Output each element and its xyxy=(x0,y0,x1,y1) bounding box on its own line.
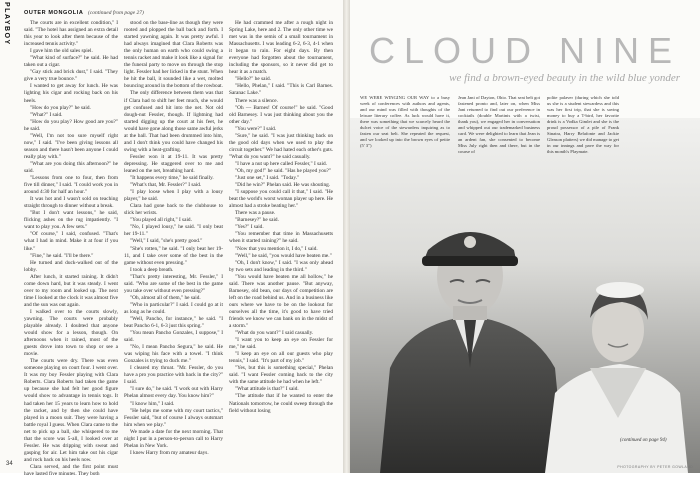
story-paragraph: "He helps me some with my court tactics," Fessler said, "but of course I always outsmart him when we play." xyxy=(124,407,223,428)
story-paragraph: I gave him the old sales spiel. xyxy=(30,48,93,55)
left-page xyxy=(0,0,343,477)
story-paragraph: Fessler won it at 19-11. It was pretty depressing. He staggered over to me and leaned on the net, breathing hard. xyxy=(124,153,223,174)
story-paragraph: "I sure do," he said. "I work out with Harry Phelan almost every day. You know him?" xyxy=(124,386,223,400)
story-paragraph: "What do you want?" I said casually. xyxy=(235,330,314,337)
story-paragraph: "Now that you mention it, I do," I said. xyxy=(235,245,318,252)
story-paragraph: "You were?" I said. xyxy=(235,125,277,132)
intro-column-2 xyxy=(458,95,540,155)
story-paragraph: I knew Harry from my amateur days. xyxy=(130,449,209,456)
continued-header xyxy=(24,10,144,16)
magazine-vertical-label xyxy=(1,2,11,62)
story-paragraph: "I know him," I said. xyxy=(130,400,175,407)
story-paragraph: "Oh, I don't know," I said. "I was only ahead by two sets and leading in the third." xyxy=(229,259,333,273)
story-paragraph: "You mean Pancho Gonzales, I suppose," I said. xyxy=(124,330,223,344)
photo-illustration xyxy=(350,118,700,473)
continued-on-note: (continued on page 94) xyxy=(620,438,667,443)
story-paragraph: Clara served, and the first point must have lasted five minutes. They both xyxy=(24,463,118,477)
story-paragraph: "You remember that time in Massachusetts when it started raining?" he said. xyxy=(229,231,333,245)
story-paragraph: "Barnesey?" he said. xyxy=(235,217,279,224)
page-number: 34 xyxy=(6,461,13,467)
story-paragraph: "But I don't want lessons," he said, flicking ashes on the rug impatiently. "I want to play you. A few sets." xyxy=(24,210,118,231)
story-paragraph: The courts were dry. There was even someone playing on court four. I went over. It was my boy Fessler playing with Clara Roberts. Clara Roberts had taken the game up because she had felt her good figure would show to advantage in tennis togs. It had taken her 15 years to learn how to hold the racket, and by then she could have played in a moon suit. They were having a battle royal I guess. When Clara came to the net to pick up a ball, she whispered to me that the score was 5-all, I looked over at Fessler. He was dripping with sweat and gasping for air. Let him take out his cigar and rock back on his heels now. xyxy=(24,358,118,463)
story-paragraph: "I suppose you could call it that," I said. "He beat the world's worst woman player up here. He almost had a stroke beating her." xyxy=(229,189,333,210)
pilot-stewardess-photo xyxy=(350,118,700,473)
intro-paragraph: polite palaver (during which she told us she is a student stewardess and this was her first trip, that she is saving money to buy a T-bird, her favorite drink is a Vodka Gimlet and she is the proud possessor of a pile of Frank Sinatra, Harry Belafonte and Jackie Gleason platters) we did manage to get in our innings and pave the way for this month's Playmate. xyxy=(547,95,619,154)
story-paragraph: There was a silence. xyxy=(235,97,278,104)
story-paragraph: "What attitude is that?" I said. xyxy=(235,386,299,393)
story-paragraph: "You would have beaten me all hollow," he said. There was another pause. "But anyway, Barnesey, old bean, our days of competition are left on the road behind us. And in a business like ours where we have to be on the lookout for ourselves all the time, it's good to have tried friends we know we can bank on in the midst of a storm." xyxy=(229,273,333,330)
story-paragraph: I took a deep breath. xyxy=(130,266,174,273)
story-paragraph: "Well," I said, "she's pretty good." xyxy=(130,238,203,245)
intro-column-1 xyxy=(360,95,450,155)
story-paragraph: "Well," he said, "you would have beaten me." xyxy=(235,252,332,259)
story-paragraph: After lunch, it started raining. It didn't come down hard, but it was steady. I went over to my room and looked up. The next time I looked at the clock it was almost five and the sun was out again. xyxy=(24,273,118,308)
story-paragraph: I walked over to the courts slowly, yawning. The courts were probably playable already. I doubted that anyone would show for a lesson, though. On afternoons when it rained, most of the guests drove into town to shop or see a movie. xyxy=(24,308,118,358)
story-paragraph: Clara had gone back to the clubhouse to slick her wrists. xyxy=(124,203,223,217)
story-paragraph: "Just one set," I said. "Today." xyxy=(235,175,300,182)
story-paragraph: "The attitude that if he wanted to enter the Nationals tomorrow, he could sweep through the field without losing xyxy=(229,393,333,414)
text-column-1 xyxy=(24,20,118,477)
text-column-2 xyxy=(124,20,223,460)
story-paragraph: "What?" I said. xyxy=(30,111,63,118)
story-paragraph: It was hot and I wasn't sold on teaching straight through to dinner without a break. xyxy=(24,196,118,210)
article-subtitle: we find a brown-eyed beauty in the wild blue yonder xyxy=(449,72,680,84)
story-paragraph: There was a pause. xyxy=(235,210,276,217)
story-paragraph: "What's that, Mr. Fessler?" I said. xyxy=(130,182,202,189)
story-paragraph: "Who in particular?" I said. I could go at it as long as he could. xyxy=(124,301,223,315)
story-paragraph: "Well, Pancho, for instance," he said. "I beat Pancho 6-1, 6-3 just this spring." xyxy=(124,315,223,330)
story-paragraph: "How do you play? How good are you?" he said. xyxy=(24,118,118,132)
story-paragraph: "Oh, my god!" he said. "Has he played you?" xyxy=(235,167,332,174)
story-paragraph: "I have a nut up here called Fessler," I said. xyxy=(235,160,327,167)
story-paragraph: "Well, I'm not too sure myself right now," I said. "I've been giving lessons all season and there hasn't been anyone I could really play with." xyxy=(24,132,118,160)
story-paragraph: "Hello, Phelan," I said. "This is Carl Barnes. Saranac Lake." xyxy=(229,83,333,97)
continued-from-note: (continued from page 27) xyxy=(87,10,144,16)
story-paragraph: "You played all right," I said. xyxy=(130,217,192,224)
story-paragraph: "Of course," I said, confused. "That's what I had in mind. Make it at four if you like." xyxy=(24,231,118,252)
intro-paragraph: Jean Jani of Dayton, Ohio. That seat belt got fastened pronto and, later on, when Miss Jani returned to find out our preference in cocktails (double Martinis with a twist, thank you), we engaged her in conversation and whipped out our trademarked business card. We were delighted to learn that Jean is an ardent fan, she consented to become Miss July right then and there, but in the course of xyxy=(458,95,540,154)
story-paragraph: "Oh, almost all of them," he said. xyxy=(130,294,201,301)
intro-paragraph: WE WERE WINGING OUR WAY to a busy week of conferences with authors and agents, and our mind was filled with thoughts of the leisure literary coffee. As luck would have it, there was something that we scarcely heard the dulcet voice of the stewardess inquiring as to fasten our seat belt. She repeated the request, and we looked up into the brown eyes of petite (5' 3") xyxy=(360,95,450,148)
story-paragraph: I cleared my throat. "Mr. Fessler, do you have a pro you practice with back in the city?" I said. xyxy=(124,365,223,386)
story-paragraph: "I keep an eye on all our guests who play tennis," I said. "It's part of my job." xyxy=(229,351,333,365)
story-paragraph: "What are you doing this afternoon?" he said. xyxy=(24,160,118,174)
story-paragraph: "Gay stick and brick dust," I said. "They give a very true bounce." xyxy=(24,69,118,83)
story-paragraph: "What kind of surface?" he said. He had taken out a cigar. xyxy=(24,55,118,69)
story-paragraph: stood on the base-line as though they were rooted and plopped the ball back and forth. I started yawning again. It was pretty awful. I had always imagined that Clara Roberts was the only human on earth who could swing a tennis racket and make it look like a signal for the funeral party to move on through the stop light. Fessler had her licked in the stunt. When he hit the ball, it sounded like a wet, molted bouncing around in the bottom of the rowboat. xyxy=(124,20,223,90)
story-paragraph: "Yes?" I said. xyxy=(235,224,264,231)
page-gutter xyxy=(343,0,350,473)
story-paragraph: "Did he win?" Phelan said. He was shouting. xyxy=(235,182,331,189)
story-paragraph: He turned and duck-walked out of the lobby. xyxy=(24,259,118,273)
story-paragraph: "Yes, but this is something special," Phelan said. "I want Fessler coming back to the city with the same attitude he had when he left." xyxy=(229,365,333,386)
right-page xyxy=(350,0,700,473)
magazine-name: PLAYBOY xyxy=(3,2,10,46)
story-paragraph: "Hello?" he said. xyxy=(235,76,271,83)
text-column-3 xyxy=(229,20,333,460)
story-paragraph: "It happens every time," he said finally. xyxy=(130,175,214,182)
story-paragraph: "Fine," he said. "I'll be there." xyxy=(30,252,94,259)
story-paragraph: "I want you to keep an eye on Fessler for me," he said. xyxy=(229,337,333,351)
story-paragraph: "How do you play?" he said. xyxy=(30,104,91,111)
story-paragraph: "I play loose when I play with a lousy player," he said. xyxy=(124,189,223,203)
story-paragraph: "She's rotten," he said. "I only beat her 19-11, and I take over some of the best in the game without even pressing." xyxy=(124,245,223,266)
story-paragraph: "No, I played lousy," he said. "I only beat her 19-11." xyxy=(124,224,223,238)
story-paragraph: "That's pretty interesting, Mr. Fessler," I said. "Who are some of the best in the game you take over without even pressing?" xyxy=(124,273,223,294)
story-paragraph: The only difference between them was that if Clara had to shift her feet much, she would get confused and hit into the net. Not old dough-nut Fessler, though. If lightning had started digging up the court at his feet, he would have gone along those same awful jerks at the ball. That had been drummed into him, and I don't think you could have changed his swing with a heat-grafting. xyxy=(124,90,223,153)
story-section-title: OUTER MONGOLIA xyxy=(24,10,84,16)
story-paragraph: He had crammed me after a rough night in Spring Lake, here and 2. The only other time we met was in the semis of a small tournament in Massachusetts. I was leading 6-2, 6-3, 4-1 when it began to rain. For eight days. By then everyone had forgotten about the tournament, including the sponsors, so it never did get to hear it as a match. xyxy=(229,20,333,76)
photo-credit: PHOTOGRAPHY BY PETER GOWLAND xyxy=(617,465,693,469)
story-paragraph: "No, I mean Pancho Segura," he said. He was wiping his face with a towel. "I think Gonzales is trying to duck me." xyxy=(124,344,223,365)
story-paragraph: "Lessons from one to four, then from five till dinner," I said. "I could work you in around 4:30 for half an hour." xyxy=(24,175,118,196)
article-title: CLOUD NINE xyxy=(368,30,682,71)
story-paragraph: The courts are in excellent condition," I said. "The hotel has assigned an extra detail this year to look after them because of the increased tennis activity." xyxy=(24,20,118,48)
story-paragraph: "Oh — Barnes! Of course!" he said. "Good old Barnesey. I was just thinking about you the other day." xyxy=(229,104,333,125)
story-paragraph: "Sure," he said. "I was just thinking back on the good old days when we used to play the circuit together." We had hated each other's guts. "What do you want?" he said casually. xyxy=(229,132,333,160)
story-paragraph: We made a date for the next morning. That night I put in a person-to-person call to Harry Phelan in New York. xyxy=(124,428,223,449)
story-paragraph: I wanted to get away for lunch. He was lighting his cigar and rocking back on his heels. xyxy=(24,83,118,104)
intro-column-3 xyxy=(547,95,619,155)
